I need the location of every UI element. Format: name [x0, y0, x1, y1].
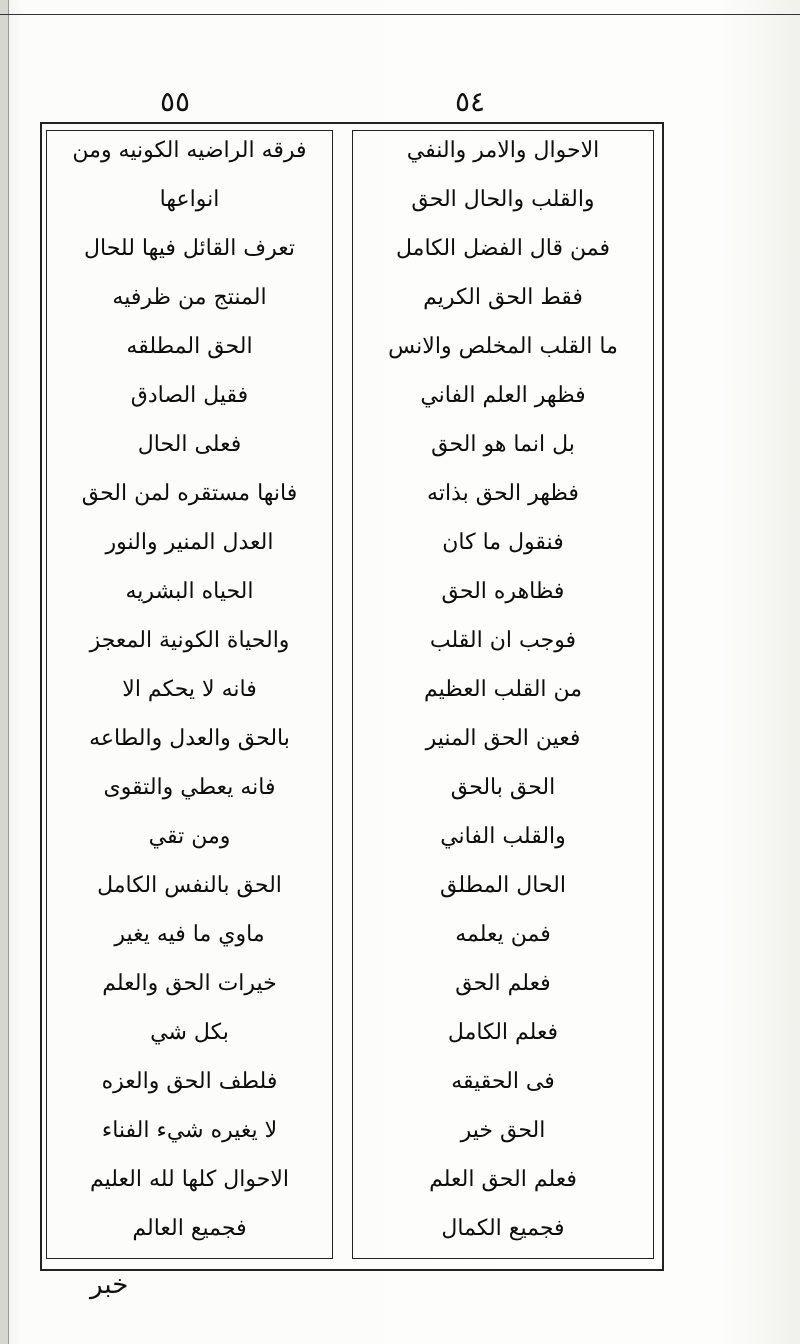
text-line: ومن تقي [148, 824, 231, 849]
right-text-column [352, 130, 654, 1259]
text-line: فظهر الحق بذاته [427, 481, 579, 506]
text-line: فعلم الحق العلم [429, 1167, 577, 1192]
text-line: الحال المطلق [440, 873, 566, 898]
text-line: بالحق والعدل والطاعه [89, 726, 290, 751]
text-line: فقط الحق الكريم [423, 285, 583, 310]
text-line: والقلب والحال الحق [411, 187, 595, 212]
text-line: الاحوال كلها لله العليم [89, 1167, 290, 1192]
text-line: فقيل الصادق [130, 383, 249, 408]
text-line: المنتج من ظرفيه [112, 285, 267, 310]
text-line: فلطف الحق والعزه [101, 1069, 278, 1094]
text-line: خيرات الحق والعلم [102, 971, 277, 996]
text-line: فانه يعطي والتقوى [103, 775, 276, 800]
text-line: فظاهره الحق [441, 579, 565, 604]
text-line: والقلب الفاني [440, 824, 566, 849]
text-line: فظهر العلم الفاني [420, 383, 586, 408]
text-line: فرقه الراضيه الكونيه ومن [72, 138, 307, 163]
text-line: فنقول ما كان [442, 530, 564, 555]
text-line: انواعها [159, 187, 220, 212]
text-line: لا يغيره شيء الفناء [101, 1118, 278, 1143]
page-top-edge [0, 0, 800, 15]
text-line: فعلم الكامل [447, 1020, 559, 1045]
text-line: الحق بالحق [450, 775, 556, 800]
text-line: الحق المطلقه [126, 334, 253, 359]
catchword: خبر [90, 1270, 129, 1300]
text-line: فى الحقيقه [451, 1069, 555, 1094]
text-line: بل انما هو الحق [431, 432, 575, 457]
text-line: العدل المنير والنور [105, 530, 274, 555]
text-line: الاحوال والامر والنفي [406, 138, 600, 163]
text-line: ما القلب المخلص والانس [388, 334, 618, 359]
text-line: والحياة الكونية المعجز [89, 628, 290, 653]
text-line: فجميع العالم [132, 1216, 247, 1241]
right-page-number: ٥٤ [455, 85, 486, 118]
text-line: تعرف القائل فيها للحال [84, 236, 295, 261]
text-line: فجميع الكمال [441, 1216, 565, 1241]
text-line: ماوي ما فيه يغير [114, 922, 265, 947]
text-line: فعين الحق المنير [425, 726, 581, 751]
text-line: فمن قال الفضل الكامل [396, 236, 610, 261]
page-edge [0, 0, 9, 1344]
text-line: فمن يعلمه [455, 922, 551, 947]
text-line: فوجب ان القلب [429, 628, 577, 653]
text-line: الحياه البشريه [125, 579, 254, 604]
text-line: فعلى الحال [137, 432, 242, 457]
text-line: الحق خير [460, 1118, 546, 1143]
text-line: من القلب العظيم [423, 677, 583, 702]
text-line: فعلم الحق [455, 971, 551, 996]
text-line: الحق بالنفس الكامل [97, 873, 282, 898]
text-line: فانه لا يحكم الا [122, 677, 257, 702]
left-page-number: ٥٥ [160, 85, 191, 118]
text-line: بكل شي [150, 1020, 229, 1045]
text-line: فانها مستقره لمن الحق [81, 481, 298, 506]
left-text-column [46, 130, 333, 1259]
